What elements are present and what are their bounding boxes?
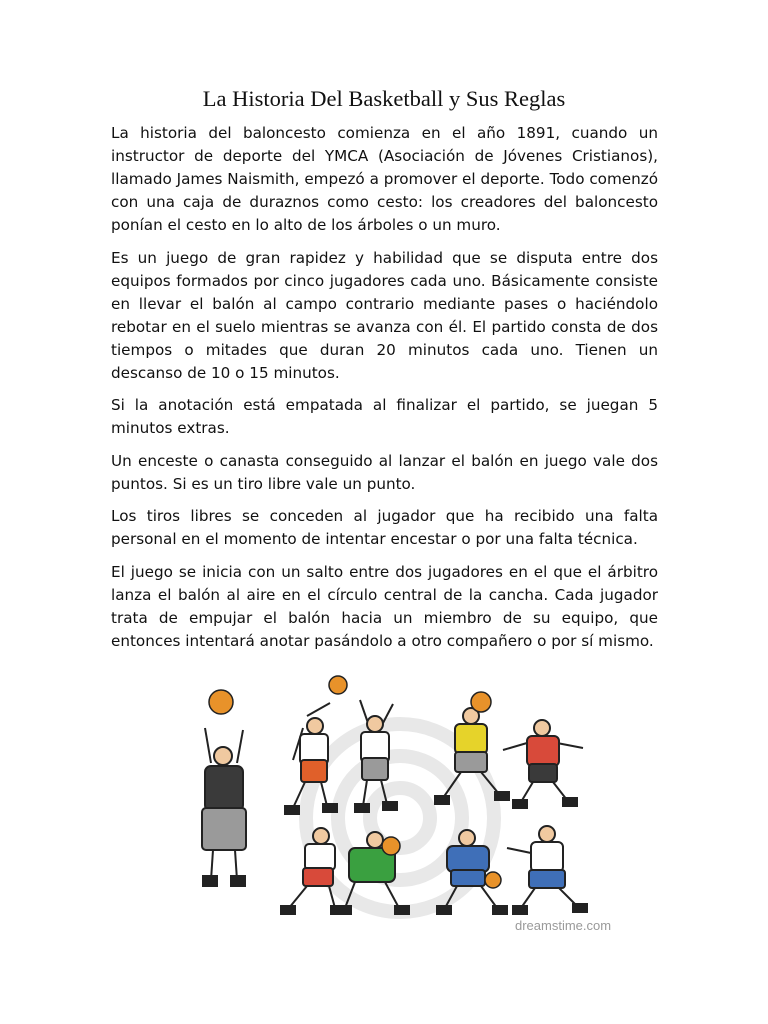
paragraph-overtime: Si la anotación está empatada al finalizar el partido, se juegan 5 minutos extras. xyxy=(111,396,658,437)
watermark-text: dreamstime.com xyxy=(515,918,612,933)
basketball-4 xyxy=(382,837,400,855)
paragraph-gameplay: Es un juego de gran rapidez y habilidad que se disputa entre dos equipos formados por cinco jugadores cada uno. Básicamente consiste en llevar el balón al campo contrario mediante pases o haciéndolo rebotar en el suelo mientras se avanza con él. El partido consta de dos tiempos o mitades que duran 20 minutos cada uno. Tienen un descanso de 10 o 15 minutos. xyxy=(111,248,658,382)
document-body xyxy=(111,122,658,662)
player-blue-shorts-defender xyxy=(507,826,587,914)
paragraph-scoring: Un enceste o canasta conseguido al lanzar el balón en juego vale dos puntos. Si es un tiro libre vale un punto. xyxy=(111,451,658,493)
player-shooter-dark xyxy=(202,728,246,886)
paragraph-history: La historia del baloncesto comienza en el año 1891, cuando un instructor de deporte del YMCA (Asociación de Jóvenes Cristianos), llamado James Naismith, empezó a promover el deporte. Todo comenzó con una caja de duraznos como cesto: los creadores del baloncesto ponían el cesto en lo alto de los árboles o un muro. xyxy=(111,124,658,234)
player-red-defender xyxy=(503,720,583,808)
basketball-players-illustration xyxy=(185,668,615,938)
basketball-5 xyxy=(485,872,501,888)
document-title: La Historia Del Basketball y Sus Reglas xyxy=(202,86,566,111)
paragraph-free-throws: Los tiros libres se conceden al jugador que ha recibido una falta personal en el momento de intentar encestar o por una falta técnica. xyxy=(111,507,658,548)
basketball-2 xyxy=(329,676,347,694)
player-yellow xyxy=(435,708,509,804)
basketball-1 xyxy=(209,690,233,714)
paragraph-jump-ball: El juego se inicia con un salto entre dos jugadores en el que el árbitro lanza el balón al aire en el círculo central de la cancha. Cada jugador trata de empujar el balón hacia un miembro de su equipo, que entonces intentará anotar pasándolo a otro compañero o por sí mismo. xyxy=(111,562,658,650)
basketball-3 xyxy=(471,692,491,712)
